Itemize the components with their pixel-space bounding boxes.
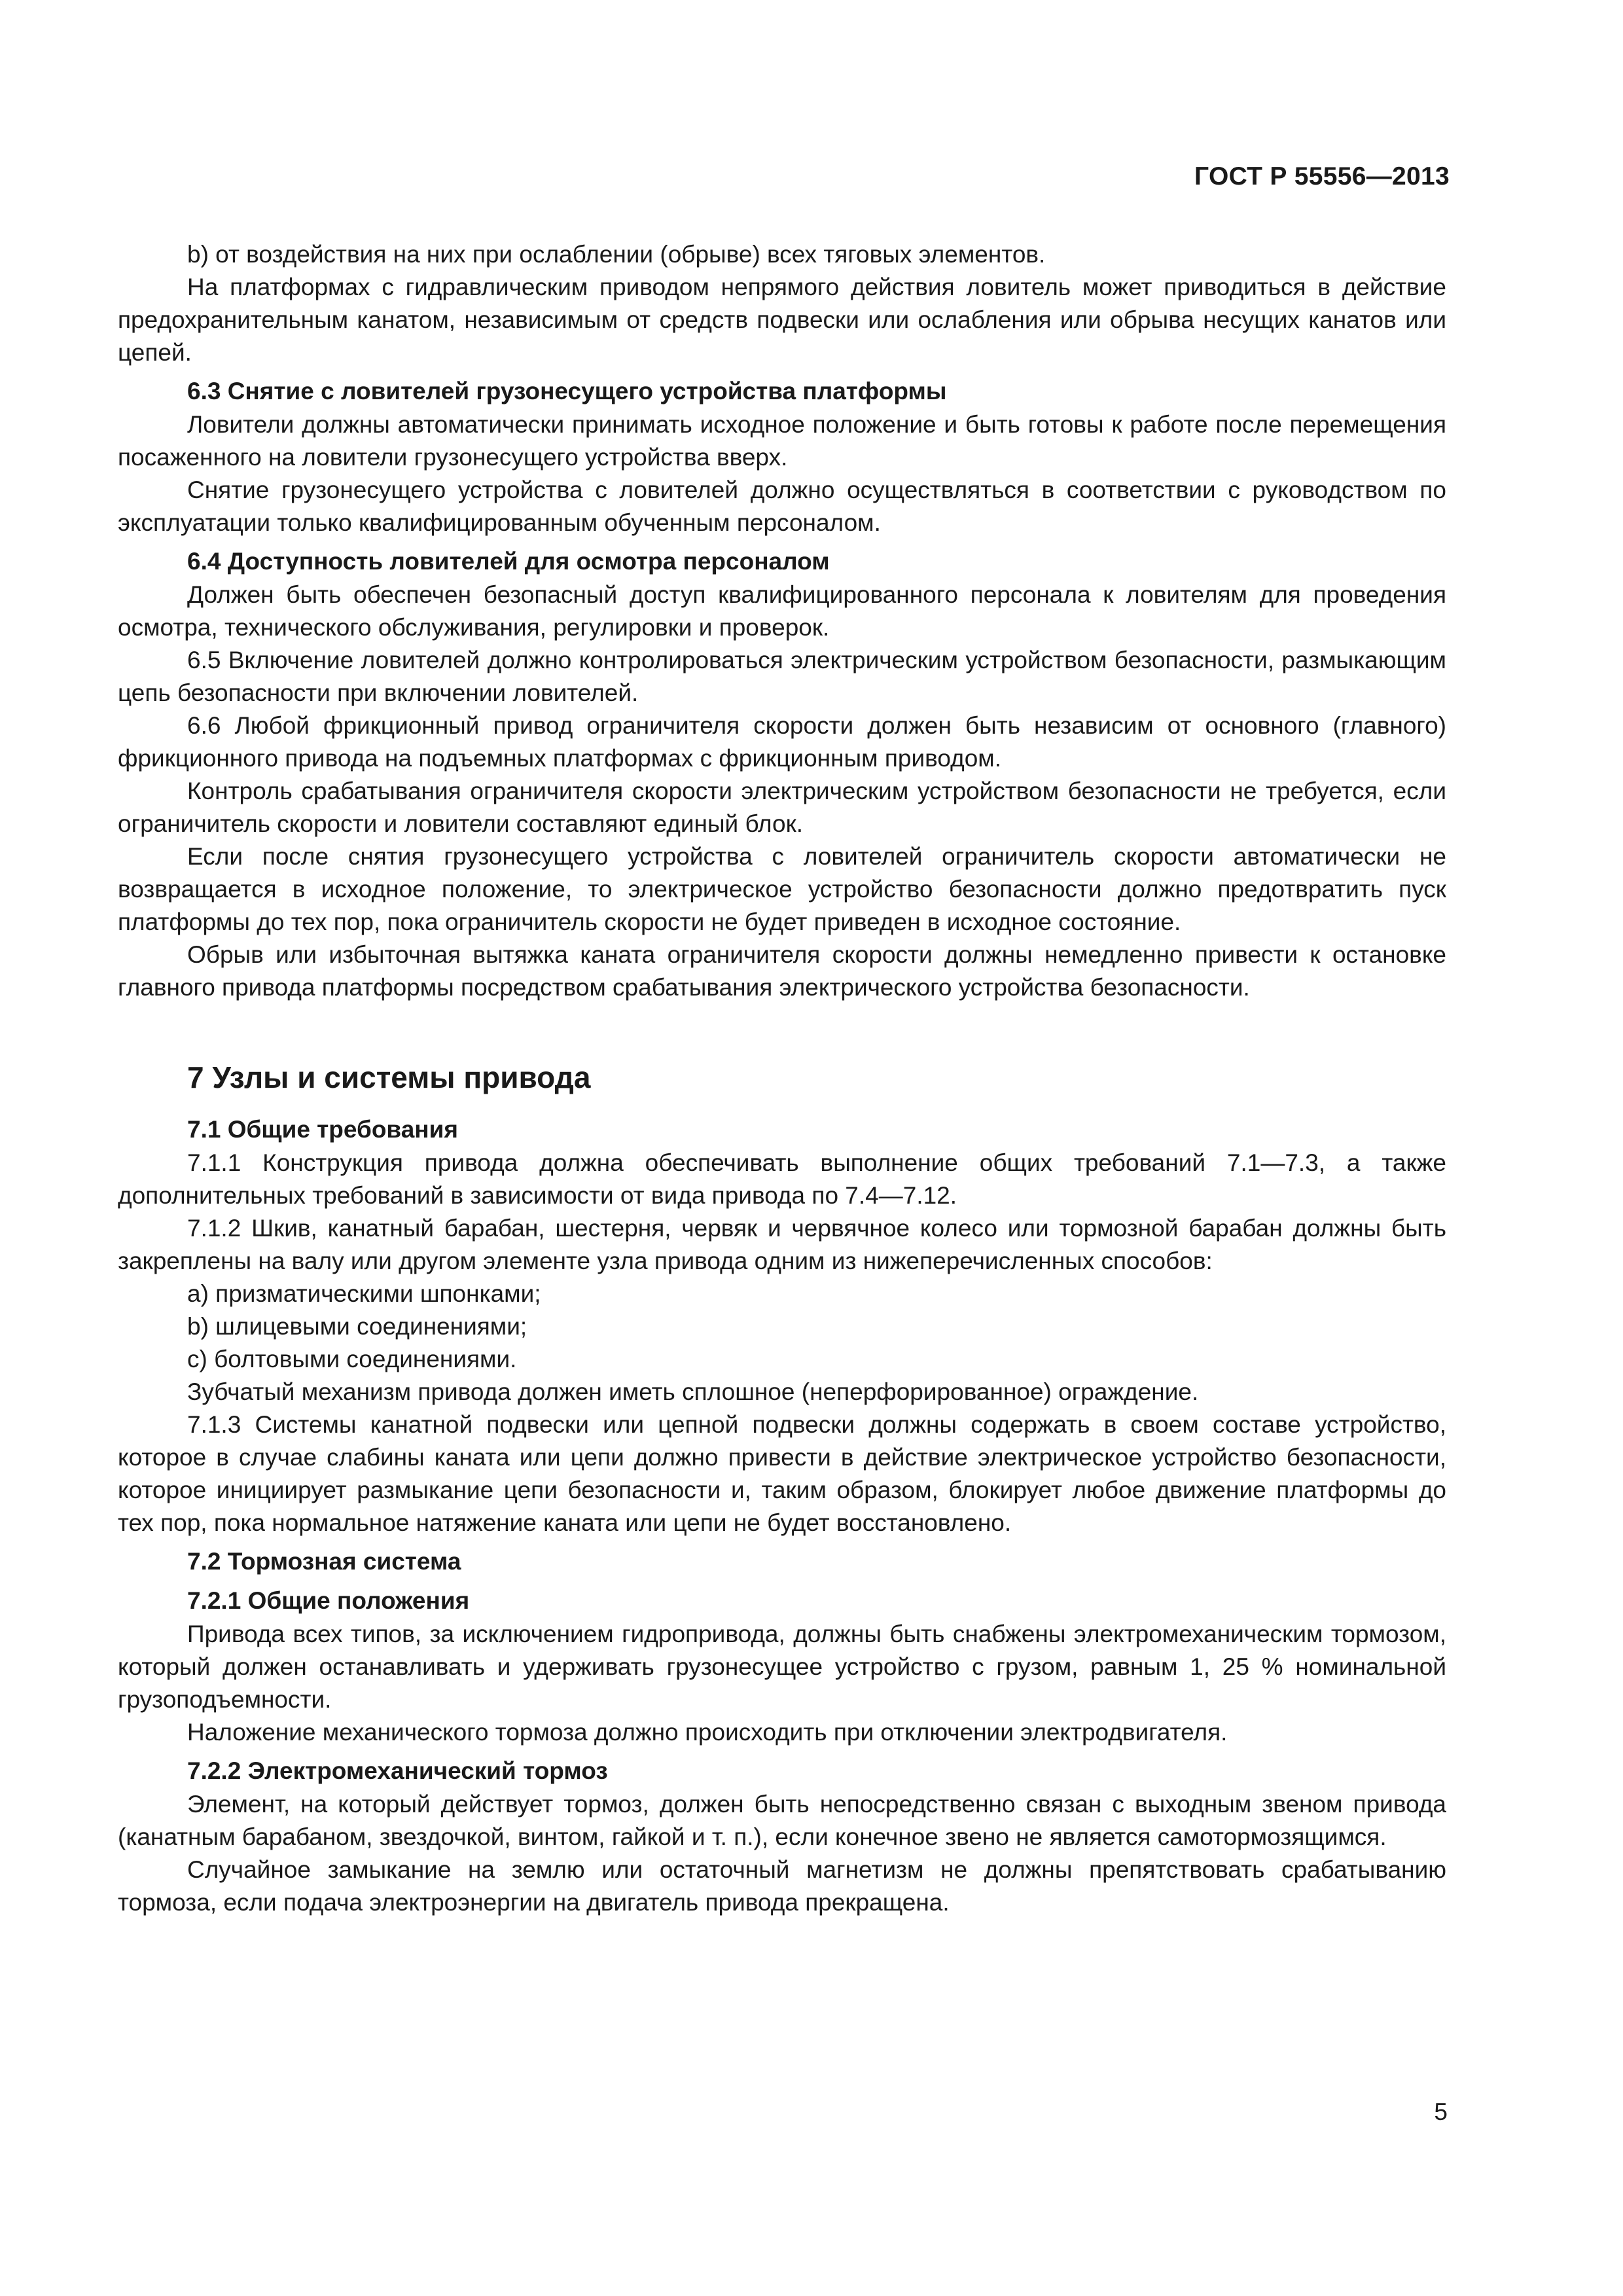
paragraph: 6.6 Любой фрикционный привод ограничителя скорости должен быть независим от основного (главного) фрикционного привода на подъемных платформах с фрикционным приводом.	[118, 712, 1446, 772]
chapter-heading: 7 Узлы и системы привода	[187, 1060, 591, 1094]
subsection-heading: 7.2.1 Общие положения	[187, 1587, 470, 1614]
document-header: ГОСТ Р 55556—2013	[1194, 162, 1450, 190]
paragraph: Зубчатый механизм привода должен иметь сплошное (неперфорированное) ограждение.	[187, 1378, 1199, 1405]
list-item: с) болтовыми соединениями.	[187, 1346, 517, 1372]
document-body	[118, 238, 1446, 1919]
paragraph: Элемент, на который действует тормоз, должен быть непосредственно связан с выходным звеном привода (канатным барабаном, звездочкой, винтом, гайкой и т. п.), если конечное звено не является самотормозящимся.	[118, 1791, 1446, 1850]
paragraph: На платформах с гидравлическим приводом непрямого действия ловитель может приводиться в действие предохранительным канатом, независимым от средств подвески или ослабления или обрыва несущих канатов или цепей.	[118, 274, 1446, 366]
paragraph: Снятие грузонесущего устройства с ловителей должно осуществляться в соответствии с руководством по эксплуатации только квалифицированным обученным персоналом.	[118, 476, 1446, 536]
section-heading: 7.1 Общие требования	[187, 1116, 458, 1143]
paragraph: Случайное замыкание на землю или остаточный магнетизм не должны препятствовать срабатыванию тормоза, если подача электроэнергии на двигатель привода прекращена.	[118, 1856, 1446, 1916]
paragraph: Обрыв или избыточная вытяжка каната ограничителя скорости должны немедленно привести к остановке главного привода платформы посредством срабатывания электрического устройства безопасности.	[118, 941, 1446, 1001]
paragraph: Контроль срабатывания ограничителя скорости электрическим устройством безопасности не требуется, если ограничитель скорости и ловители составляют единый блок.	[118, 778, 1446, 837]
paragraph: Должен быть обеспечен безопасный доступ квалифицированного персонала к ловителям для проведения осмотра, технического обслуживания, регулировки и проверок.	[118, 581, 1446, 641]
paragraph: Привода всех типов, за исключением гидропривода, должны быть снабжены электромеханическим тормозом, который должен останавливать и удерживать грузонесущее устройство с грузом, равным 1, 25 % номинальной грузоподъемности.	[118, 1621, 1446, 1713]
list-item: b) шлицевыми соединениями;	[187, 1313, 527, 1340]
list-item: а) призматическими шпонками;	[187, 1280, 541, 1307]
paragraph: 6.5 Включение ловителей должно контролироваться электрическим устройством безопасности, размыкающим цепь безопасности при включении ловителей.	[118, 647, 1446, 706]
section-heading: 6.4 Доступность ловителей для осмотра персоналом	[187, 548, 830, 575]
paragraph: Если после снятия грузонесущего устройства с ловителей ограничитель скорости автоматически не возвращается в исходное положение, то электрическое устройство безопасности должно предотвратить пуск платформы до тех пор, пока ограничитель скорости не будет приведен в исходное состояние.	[118, 843, 1446, 935]
paragraph: Наложение механического тормоза должно происходить при отключении электродвигателя.	[187, 1719, 1228, 1746]
paragraph: Ловители должны автоматически принимать исходное положение и быть готовы к работе после перемещения посаженного на ловители грузонесущего устройства вверх.	[118, 411, 1446, 471]
section-heading: 7.2 Тормозная система	[187, 1548, 461, 1575]
paragraph: 7.1.2 Шкив, канатный барабан, шестерня, червяк и червячное колесо или тормозной барабан должны быть закреплены на валу или другом элементе узла привода одним из нижеперечисленных способов:	[118, 1215, 1446, 1274]
paragraph: 7.1.3 Системы канатной подвески или цепной подвески должны содержать в своем составе устройство, которое в случае слабины каната или цепи должно привести в действие электрическое устройство безопасности, которое инициирует размыкание цепи безопасности и, таким образом, блокирует любое движение платформы до тех пор, пока нормальное натяжение каната или цепи не будет восстановлено.	[118, 1411, 1446, 1536]
page-number: 5	[1434, 2098, 1448, 2125]
list-item: b) от воздействия на них при ослаблении (обрыве) всех тяговых элементов.	[187, 241, 1046, 268]
section-heading: 6.3 Снятие с ловителей грузонесущего устройства платформы	[187, 378, 947, 404]
subsection-heading: 7.2.2 Электромеханический тормоз	[187, 1757, 608, 1784]
paragraph: 7.1.1 Конструкция привода должна обеспечивать выполнение общих требований 7.1—7.3, а также дополнительных требований в зависимости от вида привода по 7.4—7.12.	[118, 1149, 1446, 1209]
